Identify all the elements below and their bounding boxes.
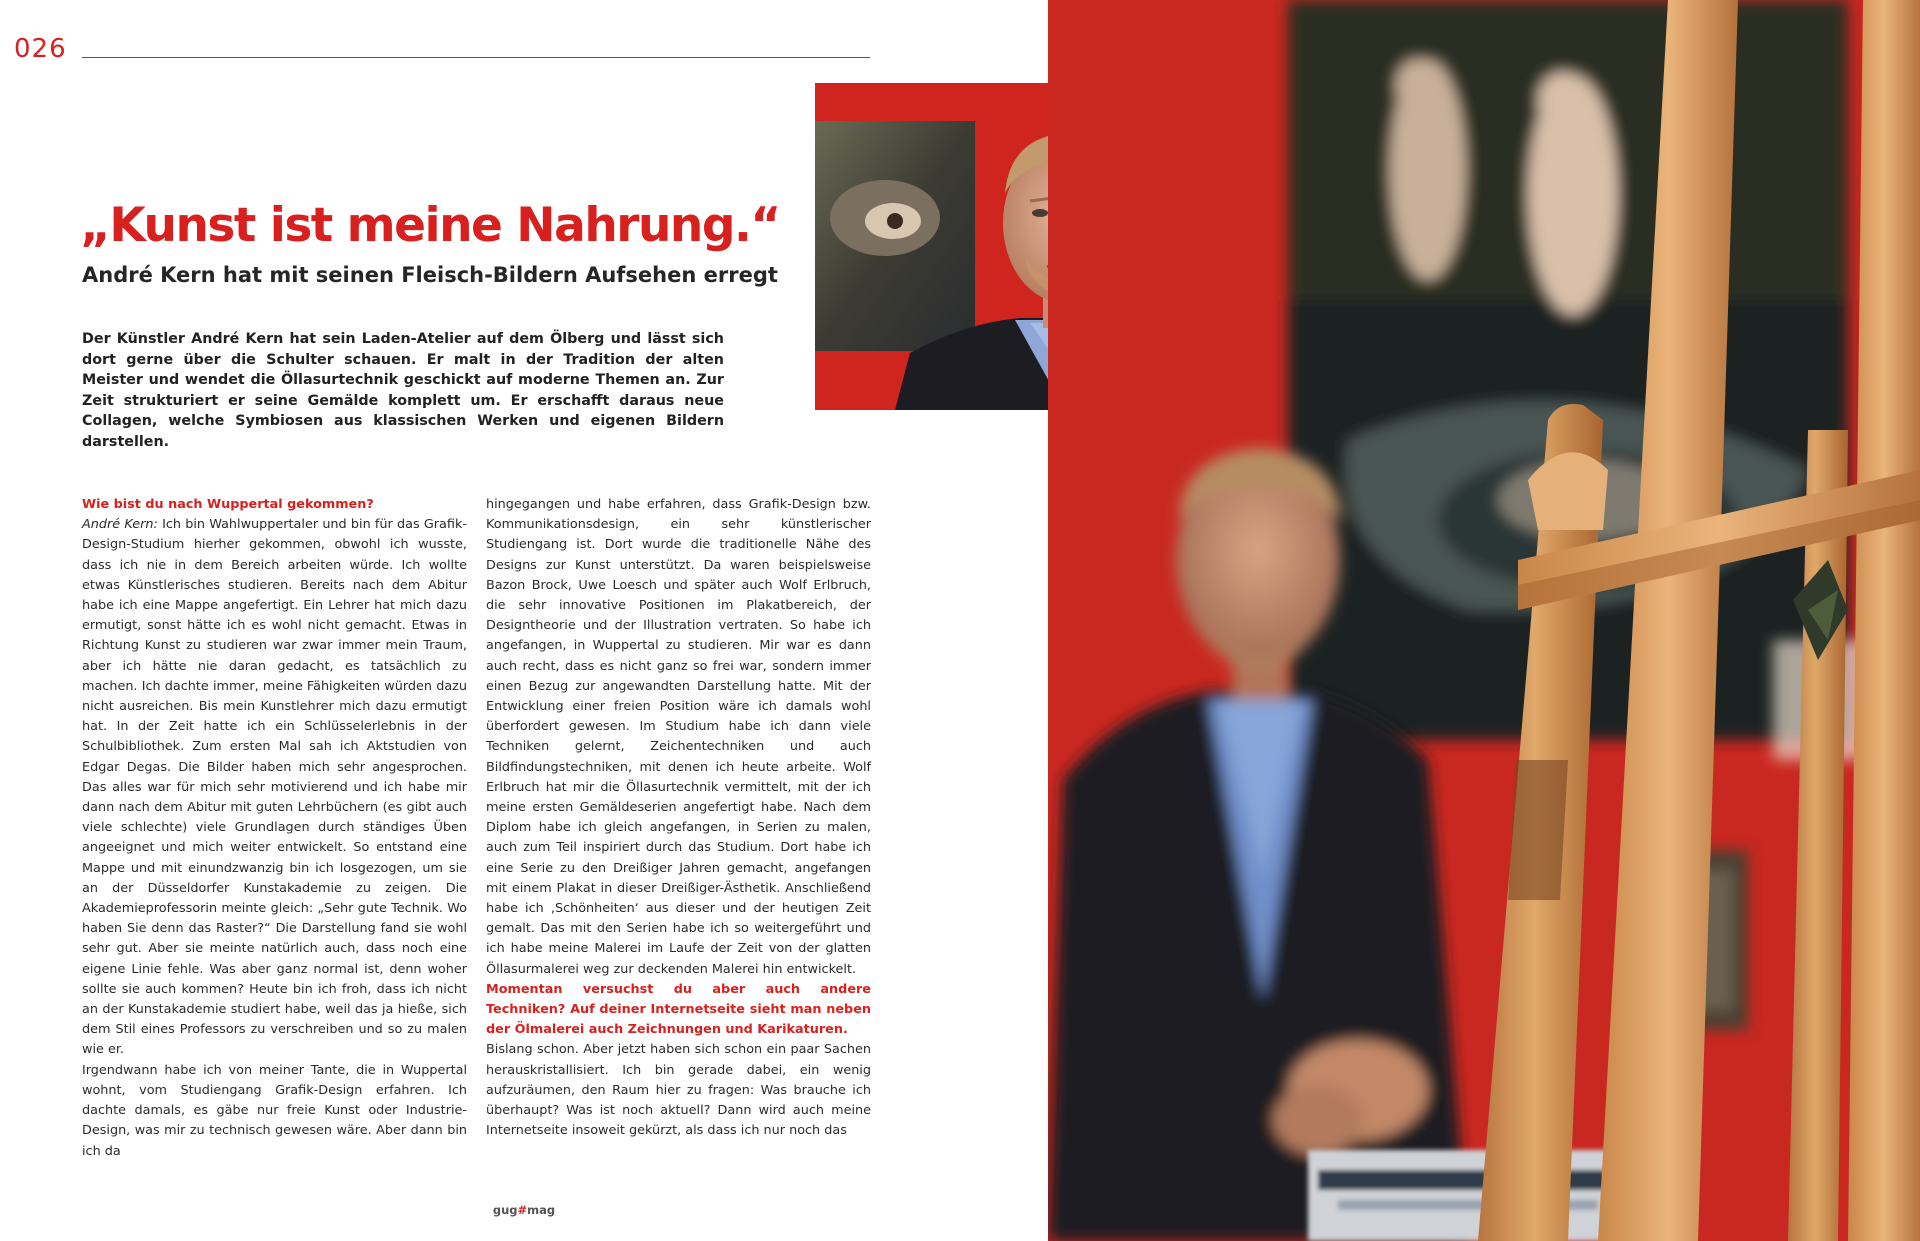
answer-2-start: Irgendwann habe ich von meiner Tante, die in Wuppertal wohnt, vom Studiengang Grafik-Design erfahren. Ich dachte damals, es gäbe nur freie Kunst oder Industrie-Design, was mir zu technisch gewesen wäre. Aber dann bin ich da	[82, 1062, 467, 1159]
magazine-footer-logo	[0, 1203, 1048, 1217]
answer-3: Bislang schon. Aber jetzt haben sich schon ein paar Sachen herauskristallisiert. Ich bin gerade dabei, ein wenig aufzuräumen, den Raum hier zu fragen: Was brauche ich überhaupt? Was ist noch aktuell? Dann wird auch meine Internetseite insoweit gekürzt, als dass ich nur noch das	[486, 1042, 871, 1139]
article-subtitle: André Kern hat mit seinen Fleisch-Bildern Aufsehen erregt	[82, 263, 778, 287]
page-number: 026	[14, 34, 67, 64]
footer-logo-left: gug	[492, 1203, 518, 1217]
article-intro: Der Künstler André Kern hat sein Laden-Atelier auf dem Ölberg und lässt sich dort gerne über die Schulter schauen. Er malt in der Tradition der alten Meister und wendet die Öllasurtechnik geschickt auf moderne Themen an. Zur Zeit strukturiert er seine Gemälde komplett um. Er erschafft daraus neue Collagen, welche Symbiosen aus klassischen Werken und eigenen Bildern darstellen.	[82, 331, 724, 450]
studio-photo-illustration	[1048, 0, 1920, 1241]
text-column-left	[82, 495, 467, 1162]
speaker-label: André Kern:	[82, 517, 158, 533]
answer-2-rest: hingegangen und habe erfahren, dass Grafik-Design bzw. Kommunikationsdesign, ein sehr künstlerischer Studiengang ist. Dort wurde die traditionelle Nähe des Designs zur Kunst unterstützt. Da waren beispielsweise Bazon Brock, Uwe Loesch und später auch Wolf Erlbruch, die sehr innovative Positionen im Plakatbereich, der Designtheorie und der Illustration vertraten. So habe ich angefangen, in Wuppertal zu studieren. Mir war es dann auch recht, dass es nicht ganz so frei war, sondern immer einen Bezug zur angewandten Darstellung hatte. Mit der Entwicklung einer freien Position wäre ich damals wohl überfordert gewesen. Im Studium habe ich dann viele Techniken gelernt, Zeichentechniken und auch Bildfindungstechniken, mit denen ich heute arbeite. Wolf Erlbruch hat mir die Öllasurtechnik vermittelt, mit der ich meine ersten Gemäldeserien angefertigt habe. Nach dem Diplom habe ich gleich angefangen, in Serien zu malen, auch zum Teil inspiriert durch das Studium. Dort habe ich eine Serie zu den Dreißiger Jahren gemacht, angefangen mit einem Plakat in dieser Dreißiger-Ästhetik. Anschließend habe ich ‚Schönheiten‘ aus dieser und der heutigen Zeit gemalt. Das mit den Serien habe ich so weitergeführt und ich habe meine Malerei im Laufe der Zeit von der glatten Öllasurmalerei weg zur deckenden Malerei hin entwickelt.	[486, 497, 871, 977]
header-rule	[82, 57, 870, 58]
right-page-photo	[1048, 0, 1920, 1241]
text-column-right	[486, 495, 871, 1142]
article-title: „Kunst ist meine Nahrung.“	[80, 198, 780, 253]
answer-1-text: Ich bin Wahlwuppertaler und bin für das Grafik-Design-Studium hierher gekommen, obwohl ich wusste, dass ich nie in dem Bereich arbeiten würde. Ich wollte etwas Künstlerisches studieren. Bereits nach dem Abitur habe ich eine Mappe angefertigt. Ein Lehrer hat mich dazu ermutigt, sonst hätte ich es wohl nicht gemacht. Etwas in Richtung Kunst zu studieren war zwar immer mein Traum, aber ich hätte nie daran gedacht, es tatsächlich zu machen. Ich dachte immer, meine Fähigkeiten würden dazu nicht ausreichen. Bis mein Kunstlehrer mich dazu ermutigt hat. In der Zeit hatte ich ein Schlüsselerlebnis in der Schulbibliothek. Zum ersten Mal sah ich Aktstudien von Edgar Degas. Die Bilder haben mich sehr angesprochen. Das alles war für mich sehr motivierend und ich habe mir dann nach dem Abitur mit guten Lehrbüchern (es gibt auch viele schlechte) viele Grundlagen durch ständiges Üben angeeignet und mich weiter entwickelt. So entstand eine Mappe und mit einundzwanzig bin ich losgezogen, um sie an der Düsseldorfer Kunstakademie zu zeigen. Die Akademieprofessorin meinte gleich: „Sehr gute Technik. Wo haben Sie denn das Raster?“ Die Darstellung fand sie wohl sehr gut. Aber sie meinte natürlich auch, dass noch eine eigene Linie fehle. Was aber ganz normal ist, denn woher sollte sie auch kommen? Heute bin ich froh, dass ich nicht an der Kunstakademie studiert habe, weil das ja hieße, sich dem Stil eines Professors zu verschreiben und so zu malen wie er.	[82, 517, 467, 1058]
question-2: Momentan versuchst du aber auch andere Techniken? Auf deiner Internetseite sieht man neben der Ölmalerei auch Zeichnungen und Karikaturen.	[486, 981, 871, 1038]
footer-logo-right: mag	[527, 1203, 556, 1217]
question-1: Wie bist du nach Wuppertal gekommen?	[82, 497, 374, 512]
answer-1	[82, 515, 467, 1060]
footer-logo-hash: #	[517, 1203, 528, 1217]
